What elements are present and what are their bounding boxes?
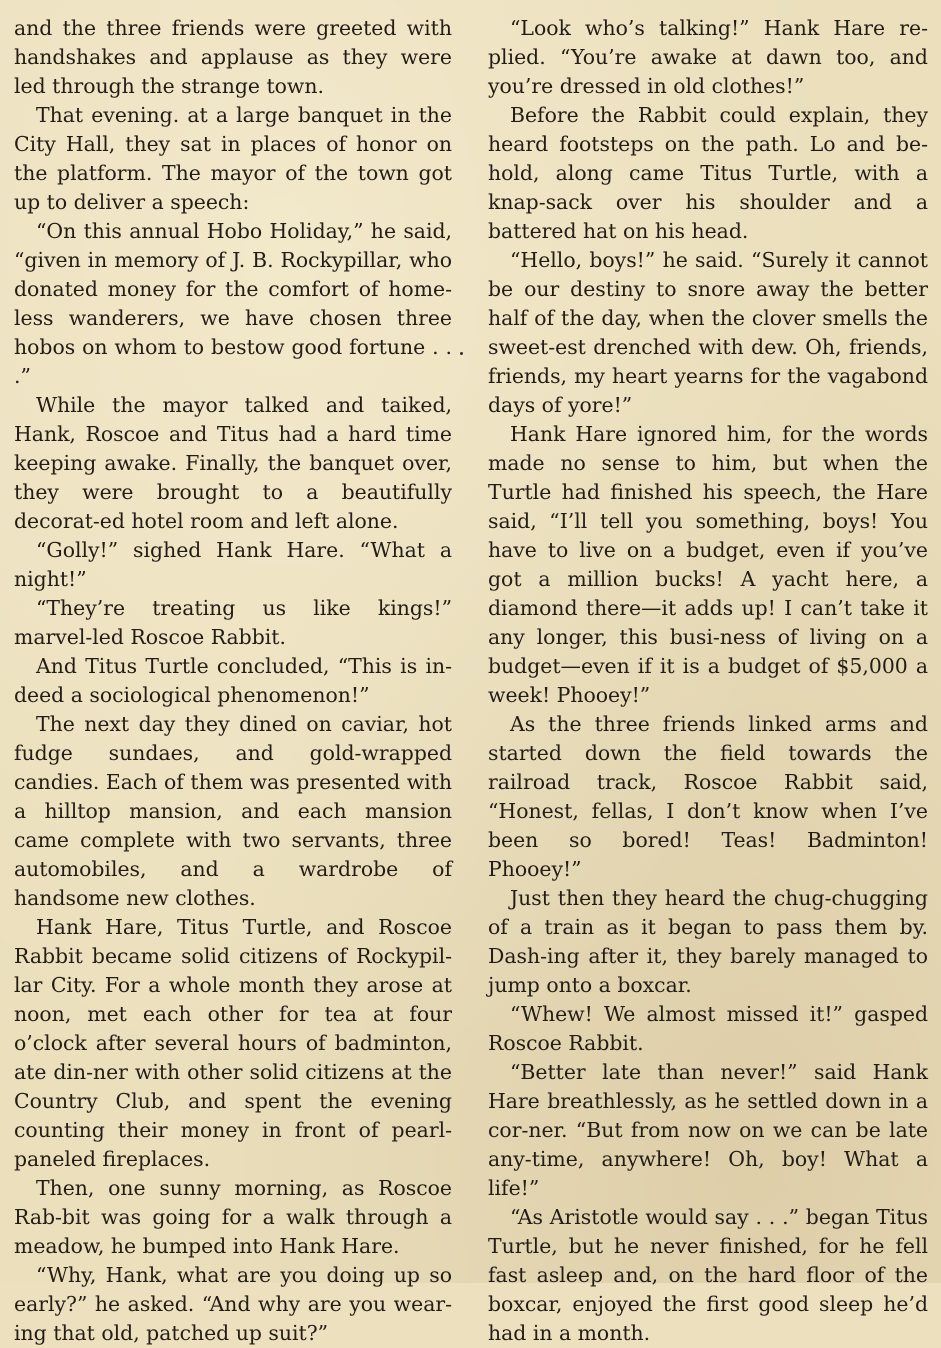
paragraph: While the mayor talked and taiked, Hank, Roscoe and Titus had a hard time keeping awake. Finally, the banquet over, they were brought to a beautifully decorat-ed hotel room and left alone. (14, 393, 452, 533)
paragraph: “On this annual Hobo Holiday,” he said, “given in memory of J. B. Rockypillar, who donated money for the comfort of home-less wanderers, we have chosen three hobos on whom to bestow good fortune . . .” (14, 219, 452, 388)
left-column (14, 14, 452, 1348)
ink-speck (460, 352, 463, 355)
paragraph: “Better late than never!” said Hank Hare breathlessly, as he settled down in a cor-ner. “But from now on we can be late any-time, anywhere! Oh, boy! What a life!” (488, 1060, 928, 1200)
paragraph: Hank Hare ignored him, for the words made no sense to him, but when the Turtle had finished his speech, the Hare said, “I’ll tell you something, boys! You have to live on a budget, even if you’ve got a million bucks! A yacht here, a diamond there—it adds up! I can’t take it any longer, this busi-ness of living on a budget—even if it is a budget of $5,000 a week! Phooey!” (488, 422, 928, 707)
paragraph: and the three friends were greeted with handshakes and applause as they were led through the strange town. (14, 16, 452, 98)
paragraph: “Whew! We almost missed it!” gasped Roscoe Rabbit. (488, 1002, 928, 1055)
right-column (488, 14, 928, 1348)
paragraph: As the three friends linked arms and started down the field towards the railroad track, Roscoe Rabbit said, “Honest, fellas, I don’t know when I’ve been so bored! Teas! Badminton! Phooey!” (488, 712, 928, 881)
paragraph: “They’re treating us like kings!” marvel-led Roscoe Rabbit. (14, 596, 452, 649)
paragraph: Hank Hare, Titus Turtle, and Roscoe Rabbit became solid citizens of Rockypil-lar City. For a whole month they arose at noon, met each other for tea at four o’clock after several hours of badminton, ate din-ner with other solid citizens at the Country Club, and spent the evening counting their money in front of pearl-paneled fireplaces. (14, 915, 452, 1171)
paragraph: “Hello, boys!” he said. “Surely it cannot be our destiny to snore away the better half of the day, when the clover smells the sweet-est drenched with dew. Oh, friends, friends, my heart yearns for the vagabond days of yore!” (488, 248, 928, 417)
paragraph: “As Aristotle would say . . .” began Titus Turtle, but he never finished, for he fell fast asleep and, on the hard floor of the boxcar, enjoyed the first good sleep he’d had in a month. (488, 1205, 928, 1345)
paragraph: “Golly!” sighed Hank Hare. “What a night!” (14, 538, 452, 591)
paragraph: Just then they heard the chug-chugging of a train as it began to pass them by. Dash-ing after it, they barely managed to jump onto a boxcar. (488, 886, 928, 997)
paragraph: “Why, Hank, what are you doing up so early?” he asked. “And why are you wear-ing that old, patched up suit?” (14, 1263, 452, 1345)
paragraph: And Titus Turtle concluded, “This is in-deed a sociological phenomenon!” (14, 654, 452, 707)
paragraph: That evening. at a large banquet in the City Hall, they sat in places of honor on the platform. The mayor of the town got up to deliver a speech: (14, 103, 452, 214)
paragraph: The next day they dined on caviar, hot fudge sundaes, and gold-wrapped candies. Each of them was presented with a hilltop mansion, and each mansion came complete with two servants, three automobiles, and a wardrobe of handsome new clothes. (14, 712, 452, 910)
paragraph: “Look who’s talking!” Hank Hare re-plied. “You’re awake at dawn too, and you’re dressed in old clothes!” (488, 16, 928, 98)
paragraph: Then, one sunny morning, as Roscoe Rab-bit was going for a walk through a meadow, he bumped into Hank Hare. (14, 1176, 452, 1258)
paragraph: Before the Rabbit could explain, they heard footsteps on the path. Lo and be-hold, along came Titus Turtle, with a knap-sack over his shoulder and a battered hat on his head. (488, 103, 928, 243)
